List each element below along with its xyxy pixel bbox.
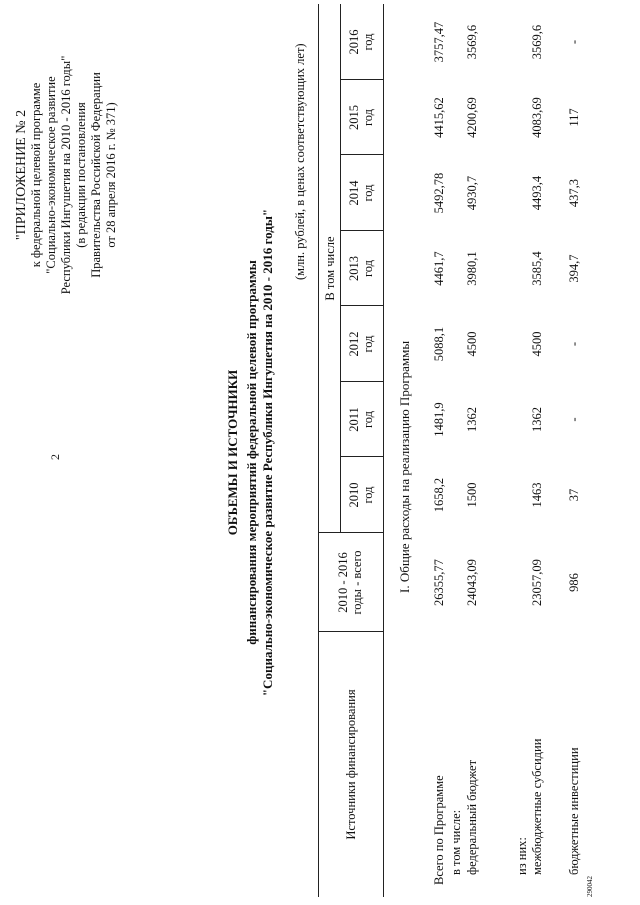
header-year-2016 <box>347 4 375 80</box>
header-year-number: 2015 <box>347 105 361 130</box>
table-cell: 5492,78 <box>432 172 446 214</box>
table-cell: - <box>567 341 581 347</box>
header-year-word: год <box>361 184 375 202</box>
table-cell: 4930,7 <box>465 175 479 211</box>
table-cell: 4461,7 <box>432 251 446 286</box>
table-cell: 3980,1 <box>465 251 479 286</box>
header-year-word: год <box>361 33 375 51</box>
header-year-2015 <box>347 80 375 155</box>
header-bottom-border <box>383 4 384 897</box>
appendix-line: Правительства Российской Федерации <box>89 72 103 278</box>
footer-code: 290042 <box>586 876 594 897</box>
appendix-line: от 28 апреля 2016 г. № 371) <box>104 102 118 248</box>
row-prefix: из них: <box>515 837 529 875</box>
table-cell: 23057,09 <box>530 559 544 606</box>
header-total-line: годы - всего <box>350 550 364 615</box>
header-year-word: год <box>361 335 375 353</box>
table-cell: 4200,69 <box>465 97 479 138</box>
row-label: бюджетные инвестиции <box>567 747 581 875</box>
table-cell: 3757,47 <box>432 21 446 63</box>
row-label: федеральный бюджет <box>465 759 479 875</box>
appendix-note <box>14 15 119 335</box>
document-subtitle: финансирования мероприятий федеральной целевой программы <box>244 260 259 645</box>
appendix-line: (в редакции постановления <box>74 102 88 248</box>
table-cell: 394,7 <box>567 254 581 283</box>
table-cell: - <box>567 417 581 422</box>
header-year-2014 <box>347 155 375 231</box>
table-cell: 437,3 <box>567 178 581 208</box>
header-year-word: год <box>361 108 375 127</box>
table-cell: 24043,09 <box>465 559 479 606</box>
group-header-divider <box>340 4 341 533</box>
table-top-border <box>318 4 319 897</box>
header-year-number: 2013 <box>347 256 361 281</box>
header-source: Источники финансирования <box>344 689 358 840</box>
header-year-2013 <box>347 231 375 306</box>
table-cell: 1658,2 <box>432 477 446 513</box>
section-title: I. Общие расходы на реализацию Программы <box>397 340 412 593</box>
header-year-word: год <box>361 486 375 504</box>
table-cell: 4083,69 <box>530 97 544 138</box>
table-cell: 1362 <box>465 407 479 432</box>
table-cell: - <box>567 39 581 45</box>
header-year-word: год <box>361 410 375 429</box>
table-cell: 1362 <box>530 407 544 432</box>
document-title: ОБЪЕМЫ И ИСТОЧНИКИ <box>225 369 240 536</box>
page-number: 2 <box>48 454 62 460</box>
header-year-word: год <box>361 259 375 278</box>
row-label: межбюджетные субсидии <box>530 738 544 875</box>
appendix-line: "Социально-экономическое развитие <box>44 76 58 274</box>
appendix-line: к федеральной целевой программе <box>29 82 43 268</box>
appendix-line: Республики Ингушетия на 2010 - 2016 годы" <box>59 55 73 295</box>
table-cell: 986 <box>567 573 581 592</box>
program-title: "Социально-экономическое развитие Республики Ингушетия на 2010 - 2016 годы" <box>260 208 275 697</box>
header-year-2010 <box>347 457 375 533</box>
table-cell: 26355,77 <box>432 559 446 606</box>
table-cell: 4415,62 <box>432 97 446 138</box>
table-cell: 3569,6 <box>530 24 544 60</box>
units-note: (млн. рублей, в ценах соответствующих лет) <box>293 43 307 280</box>
table-cell: 4493,4 <box>530 175 544 211</box>
header-year-2012 <box>347 306 375 382</box>
header-total-line: 2010 - 2016 <box>336 552 350 613</box>
header-year-2011 <box>347 382 375 457</box>
header-total <box>336 533 364 632</box>
row-prefix: в том числе: <box>449 809 463 875</box>
table-cell: 117 <box>567 108 581 127</box>
table-cell: 4500 <box>465 331 479 357</box>
table-cell: 3585,4 <box>530 251 544 286</box>
table-cell: 37 <box>567 488 581 502</box>
table-cell: 5088,1 <box>432 326 446 362</box>
table-cell: 4500 <box>530 331 544 357</box>
appendix-line: "ПРИЛОЖЕНИЕ № 2 <box>14 109 29 241</box>
header-year-number: 2014 <box>347 180 361 206</box>
header-year-number: 2010 <box>347 482 361 508</box>
header-year-number: 2012 <box>347 331 361 357</box>
header-group: В том числе <box>323 236 337 301</box>
row-label: Всего по Программе <box>432 775 446 885</box>
table-cell: 1481,9 <box>432 402 446 437</box>
header-year-number: 2011 <box>347 407 361 432</box>
table-cell: 1500 <box>465 482 479 508</box>
table-cell: 1463 <box>530 482 544 508</box>
table-cell: 3569,6 <box>465 24 479 60</box>
header-year-number: 2016 <box>347 29 361 55</box>
